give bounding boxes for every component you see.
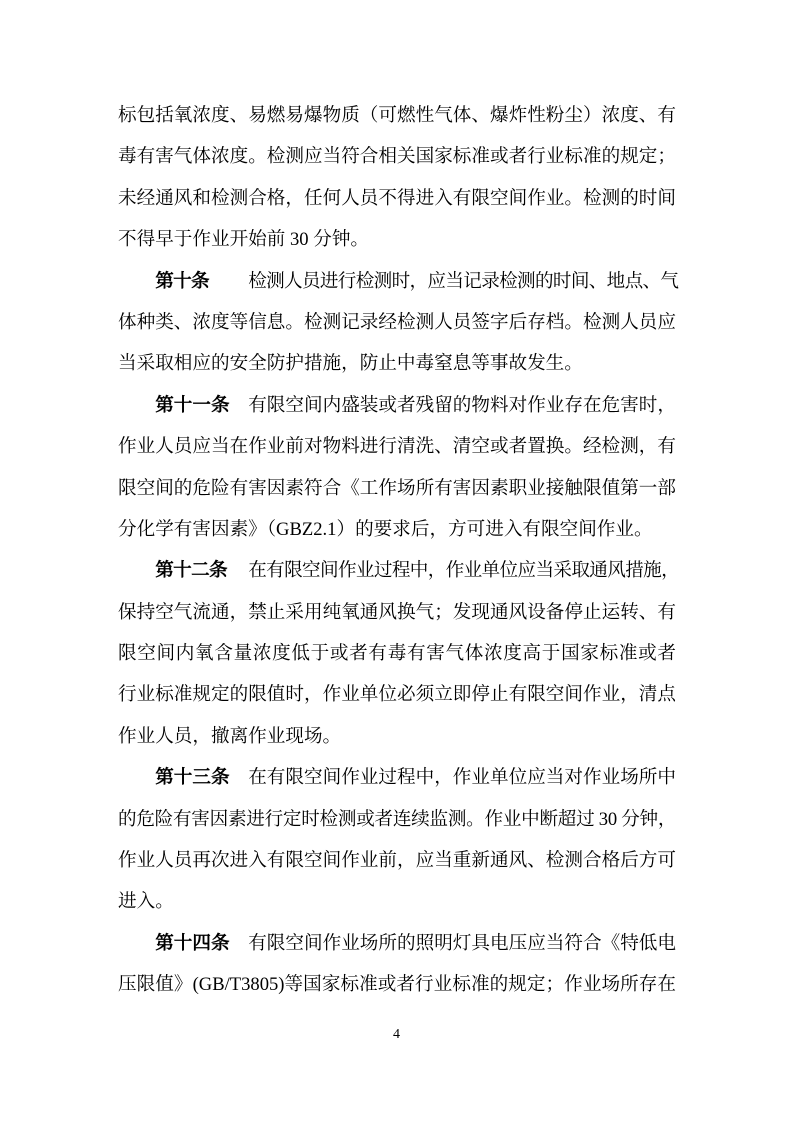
text-line xyxy=(118,261,679,302)
text-line: 进入。 xyxy=(118,891,174,913)
text-line: 体种类、浓度等信息。检测记录经检测人员签字后存档。检测人员应 xyxy=(118,311,676,333)
article-number: 第十四条 xyxy=(155,932,230,954)
text-line: 作业人员应当在作业前对物料进行清洗、清空或者置换。经检测，有 xyxy=(118,436,676,458)
text-line: 未经通风和检测合格，任何人员不得进入有限空间作业。检测的时间 xyxy=(118,187,676,209)
text-line: 行业标准规定的限值时，作业单位必须立即停止有限空间作业，清点 xyxy=(118,684,676,706)
document-body xyxy=(118,95,680,1006)
page-number: 4 xyxy=(393,1027,400,1042)
article-number: 第十条 xyxy=(155,270,209,292)
paragraph xyxy=(118,261,679,385)
text-line: 限空间内氧含量浓度低于或者有毒有害气体浓度高于国家标准或者 xyxy=(118,643,676,665)
text-line xyxy=(118,757,676,798)
paragraph xyxy=(118,385,676,551)
paragraph xyxy=(118,757,676,923)
article-text: 在有限空间作业过程中，作业单位应当对作业场所中 xyxy=(248,767,676,789)
article-text: 有限空间作业场所的照明灯具电压应当符合《特低电 xyxy=(248,932,676,954)
text-line: 作业人员再次进入有限空间作业前，应当重新通风、检测合格后方可 xyxy=(118,850,676,872)
paragraph xyxy=(118,550,680,757)
text-line: 的危险有害因素进行定时检测或者连续监测。作业中断超过 30 分钟， xyxy=(118,808,677,830)
text-line: 分化学有害因素》（GBZ2.1）的要求后，方可进入有限空间作业。 xyxy=(118,518,653,540)
text-line: 限空间的危险有害因素符合《工作场所有害因素职业接触限值第一部 xyxy=(118,477,676,499)
article-number: 第十一条 xyxy=(155,394,230,416)
text-line xyxy=(118,550,680,591)
text-line: 保持空气流通，禁止采用纯氧通风换气；发现通风设备停止运转、有 xyxy=(118,601,676,623)
text-line: 毒有害气体浓度。检测应当符合相关国家标准或者行业标准的规定； xyxy=(118,146,676,168)
text-line: 作业人员，撤离作业现场。 xyxy=(118,725,342,747)
article-number: 第十三条 xyxy=(155,767,230,789)
paragraph xyxy=(118,923,676,1006)
text-line: 当采取相应的安全防护措施，防止中毒窒息等事故发生。 xyxy=(118,353,583,375)
text-line xyxy=(118,385,676,426)
text-line: 压限值》(GB/T3805)等国家标准或者行业标准的规定；作业场所存在 xyxy=(118,974,676,996)
article-text: 检测人员进行检测时，应当记录检测的时间、地点、气 xyxy=(248,270,679,292)
text-line: 不得早于作业开始前 30 分钟。 xyxy=(118,229,370,251)
paragraph xyxy=(118,95,676,261)
article-text: 在有限空间作业过程中，作业单位应当采取通风措施， xyxy=(248,560,680,582)
text-line: 标包括氧浓度、易燃易爆物质（可燃性气体、爆炸性粉尘）浓度、有 xyxy=(118,105,676,126)
article-number: 第十二条 xyxy=(155,560,228,582)
article-text: 有限空间内盛装或者残留的物料对作业存在危害时， xyxy=(248,394,676,416)
text-line xyxy=(118,923,676,964)
